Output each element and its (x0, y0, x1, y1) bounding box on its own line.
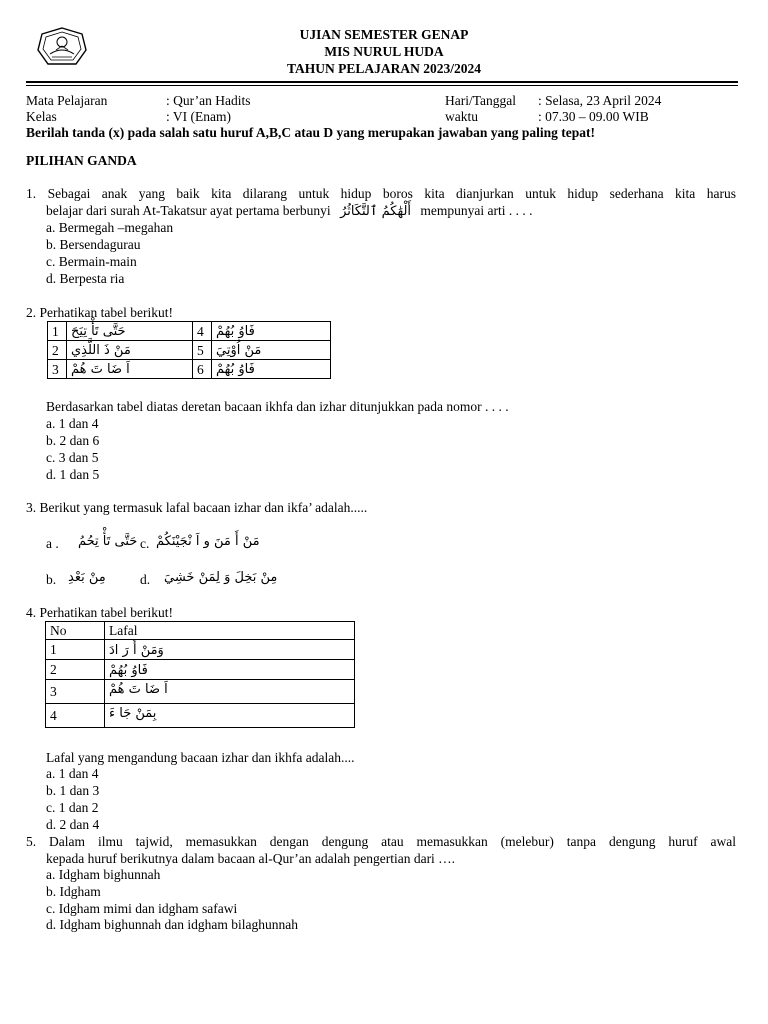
q2-cell-arabic (212, 360, 331, 379)
q2-cell-num: 1 (48, 322, 67, 341)
instruction: Berilah tanda (x) pada salah satu huruf A,B,C atau D yang merupakan jawaban yang paling tepat! (26, 125, 595, 140)
time-label: waktu (445, 109, 478, 124)
q1-line2 (46, 202, 533, 220)
q4-cell-num: 3 (46, 680, 105, 704)
q5-line1: 5. Dalam ilmu tajwid, memasukkan dengan dengung atau memasukkan (melebur) tanpa dengung huruf awal (26, 834, 736, 849)
q4-title: 4. Perhatikan tabel berikut! (26, 605, 173, 620)
q3-option-c-label[interactable]: c. (140, 536, 150, 551)
q2-arabic-text: مَنْ ذَ اللَّذِي (71, 343, 131, 358)
q2-option-d[interactable]: d. 1 dan 5 (46, 467, 100, 482)
q3-option-a-arabic: حَتَّى تَأْ تِحُمُ (78, 534, 138, 549)
q2-cell-num: 4 (193, 322, 212, 341)
table-row (46, 680, 355, 704)
q4-cell-arabic (105, 660, 355, 680)
q2-cell-num: 2 (48, 341, 67, 360)
q1-option-a[interactable]: a. Bermegah –megahan (46, 220, 174, 235)
exam-title: UJIAN SEMESTER GENAP (299, 27, 469, 42)
q2-question: Berdasarkan tabel diatas deretan bacaan ikhfa dan izhar ditunjukkan pada nomor . . . . (46, 399, 509, 414)
q2-table (47, 321, 331, 379)
table-row (48, 360, 331, 379)
q3-option-a-label[interactable]: a . (46, 536, 59, 551)
subject-label: Mata Pelajaran (26, 93, 108, 108)
q2-cell-arabic (67, 341, 193, 360)
q3-option-b-arabic: مِنْ بَعْدِ (68, 570, 106, 585)
q5-option-d[interactable]: d. Idgham bighunnah dan idgham bilaghunnah (46, 917, 298, 932)
school-name: MIS NURUL HUDA (324, 44, 444, 59)
q4-arabic-text: اَ ضَا تَ هُمْ (109, 682, 168, 697)
q2-title: 2. Perhatikan tabel berikut! (26, 305, 173, 320)
header-divider-thick (26, 81, 738, 83)
q5-line2: kepada huruf berikutnya dalam bacaan al-Qur’an adalah pengertian dari …. (46, 851, 456, 866)
q5-option-a[interactable]: a. Idgham bighunnah (46, 867, 161, 882)
q5-option-c[interactable]: c. Idgham mimi dan idgham safawi (46, 901, 238, 916)
q2-cell-arabic (67, 360, 193, 379)
q5-option-b[interactable]: b. Idgham (46, 884, 101, 899)
q4-question: Lafal yang mengandung bacaan izhar dan ikhfa adalah.... (46, 750, 355, 765)
q2-option-a[interactable]: a. 1 dan 4 (46, 416, 99, 431)
q4-option-c[interactable]: c. 1 dan 2 (46, 800, 99, 815)
q4-arabic-text: وَمَنْ أَ رَ ادَ (109, 642, 164, 658)
q3-option-b-label[interactable]: b. (46, 572, 57, 587)
q2-option-c[interactable]: c. 3 dan 5 (46, 450, 99, 465)
q4-arabic-text: بِمَنْ جَا ءَ (109, 706, 157, 721)
q2-cell-num: 3 (48, 360, 67, 379)
q1-option-c[interactable]: c. Bermain-main (46, 254, 137, 269)
q4-arabic-text: فَاوُ بُهُمْ (109, 662, 148, 678)
q3-option-d-arabic: مِنْ بَخِلَ وَ لِمَنْ خَشِيَ (164, 570, 278, 585)
table-row (46, 704, 355, 728)
q4-cell-num: 1 (46, 640, 105, 660)
academic-year: TAHUN PELAJARAN 2023/2024 (286, 61, 481, 76)
q4-cell-arabic (105, 680, 355, 704)
q2-cell-num: 5 (193, 341, 212, 360)
q2-arabic-text: حَتَّى تَأْ تِيَحَ (71, 324, 126, 339)
q3-option-d-label[interactable]: d. (140, 572, 151, 587)
q4-table (45, 621, 355, 728)
day-date-value: : Selasa, 23 April 2024 (538, 93, 662, 108)
q2-arabic-text: فَاوُ بُهُمْ (216, 362, 255, 377)
section-title: PILIHAN GANDA (26, 153, 137, 168)
q4-cell-arabic (105, 704, 355, 728)
header-divider-thin (26, 85, 738, 86)
q2-cell-arabic (67, 322, 193, 341)
q1-line2-pre: belajar dari surah At-Takatsur ayat pertama berbunyi (46, 203, 331, 218)
q1-line2-post: mempunyai arti . . . . (420, 203, 533, 218)
q1-arabic: أَلْهَٰكُمُ ٱلتَّكَاثُرُ (340, 204, 412, 219)
table-row (46, 660, 355, 680)
q1-option-d[interactable]: d. Berpesta ria (46, 271, 125, 286)
q4-header-lafal: Lafal (105, 622, 355, 640)
q4-option-d[interactable]: d. 2 dan 4 (46, 817, 100, 832)
subject-value: : Qur’an Hadits (166, 93, 251, 108)
q2-cell-num: 6 (193, 360, 212, 379)
q1-line1: 1. Sebagai anak yang baik kita dilarang untuk hidup boros kita dianjurkan untuk hidup sederhana kita harus (26, 186, 736, 201)
table-row (48, 341, 331, 360)
q2-arabic-text: فَاوُ بُهُمْ (216, 324, 255, 339)
q1-option-b[interactable]: b. Bersendagurau (46, 237, 141, 252)
q4-cell-num: 2 (46, 660, 105, 680)
day-date-label: Hari/Tanggal (445, 93, 517, 108)
q3-title: 3. Berikut yang termasuk lafal bacaan izhar dan ikfa’ adalah..... (26, 500, 368, 515)
q3-option-c-arabic: مَنْ أَ مَنَ و اَ نْجَيْنَكُمْ (156, 534, 260, 549)
class-label: Kelas (26, 109, 57, 124)
table-row (46, 640, 355, 660)
table-row (48, 322, 331, 341)
q2-cell-arabic (212, 322, 331, 341)
q4-header-no: No (46, 622, 105, 640)
q2-option-b[interactable]: b. 2 dan 6 (46, 433, 100, 448)
q4-cell-arabic (105, 640, 355, 660)
q2-cell-arabic (212, 341, 331, 360)
table-header-row (46, 622, 355, 640)
q4-option-a[interactable]: a. 1 dan 4 (46, 766, 99, 781)
q4-option-b[interactable]: b. 1 dan 3 (46, 783, 100, 798)
q2-arabic-text: اَ ضَا تَ هُمْ (71, 362, 130, 377)
time-value: : 07.30 – 09.00 WIB (538, 109, 649, 124)
q4-cell-num: 4 (46, 704, 105, 728)
class-value: : VI (Enam) (166, 109, 231, 124)
q2-arabic-text: مَنْ اُوْتِيَ (216, 343, 262, 358)
